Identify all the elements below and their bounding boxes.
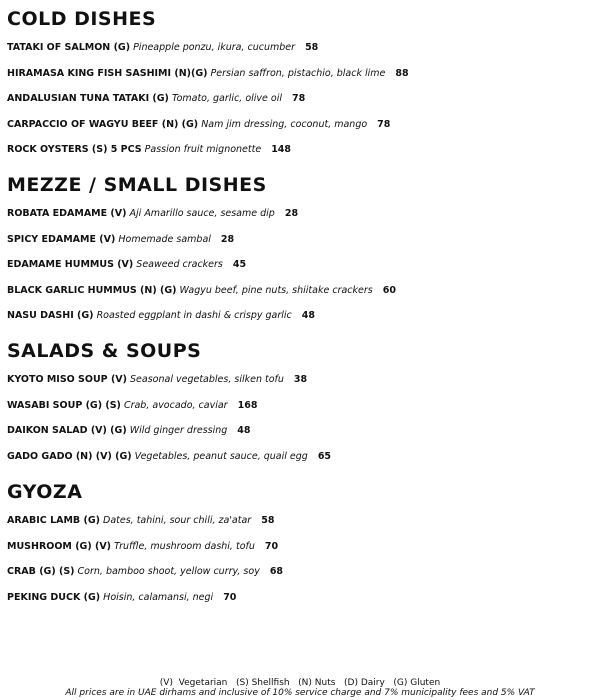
item-name: SPICY EDAMAME (V): [7, 233, 116, 245]
item-description: Seasonal vegetables, silken tofu: [130, 374, 284, 385]
item-price: 70: [264, 540, 279, 552]
menu-section: [7, 7, 409, 163]
menu-section: [7, 339, 331, 469]
item-description: Wild ginger dressing: [129, 425, 228, 436]
item-price: 68: [269, 566, 284, 577]
item-description: Persian saffron, pistachio, black lime: [210, 67, 386, 79]
item-name: CRAB (G) (S): [7, 566, 75, 577]
item-price: 48: [237, 425, 251, 436]
menu-section: [7, 480, 283, 610]
menu-item: [7, 303, 396, 329]
item-price: 28: [284, 208, 299, 219]
item-name: EDAMAME HUMMUS (V): [7, 259, 134, 270]
item-description: Vegetables, peanut sauce, quail egg: [134, 450, 308, 462]
item-description: Dates, tahini, sour chili, za'atar: [103, 515, 252, 526]
section-title: GYOZA: [7, 481, 83, 503]
item-name: MUSHROOM (G) (V): [7, 540, 112, 552]
item-name: ARABIC LAMB (G): [7, 515, 100, 526]
menu-item: [7, 112, 409, 138]
menu-item: [7, 367, 331, 393]
item-name: HIRAMASA KING FISH SASHIMI (N)(G): [7, 67, 208, 79]
item-description: Tomato, garlic, olive oil: [171, 93, 282, 104]
item-description: Aji Amarillo sauce, sesame dip: [129, 208, 275, 219]
menu-item: [7, 508, 283, 534]
item-name: DAIKON SALAD (V) (G): [7, 425, 127, 436]
item-name: PEKING DUCK (G): [7, 591, 101, 603]
item-name: ANDALUSIAN TUNA TATAKI (G): [7, 93, 169, 104]
menu-item: [7, 559, 283, 585]
item-price: 78: [292, 93, 306, 104]
item-description: Truffle, mushroom dashi, tofu: [114, 540, 255, 552]
menu-item: [7, 418, 331, 444]
menu-item: [7, 393, 331, 419]
item-description: Nam jim dressing, coconut, mango: [201, 118, 368, 130]
menu-item: [7, 35, 409, 61]
section-title: MEZZE / SMALL DISHES: [7, 174, 267, 196]
allergen-legend: (V) Vegetarian (S) Shellfish (N) Nuts (D) Dairy (G) Gluten: [159, 678, 441, 688]
item-description: Seaweed crackers: [136, 259, 223, 270]
menu-item: [7, 585, 283, 611]
item-price: 45: [232, 259, 247, 270]
item-description: Passion fruit mignonette: [144, 144, 262, 155]
menu-item: [7, 227, 396, 253]
item-price: 78: [377, 118, 391, 130]
item-name: NASU DASHI (G): [7, 310, 94, 321]
section-title: SALADS & SOUPS: [7, 340, 202, 362]
item-name: WASABI SOUP (G) (S): [7, 399, 121, 411]
item-description: Homemade sambal: [118, 233, 211, 245]
item-price: 38: [293, 374, 308, 385]
item-name: KYOTO MISO SOUP (V): [7, 374, 127, 385]
item-name: BLACK GARLIC HUMMUS (N) (G): [7, 284, 177, 296]
menu-item: [7, 252, 396, 278]
menu-item: [7, 278, 396, 304]
item-name: CARPACCIO OF WAGYU BEEF (N) (G): [7, 118, 199, 130]
item-price: 28: [220, 233, 235, 245]
item-price: 58: [305, 42, 319, 53]
menu-item: [7, 61, 409, 87]
item-name: ROBATA EDAMAME (V): [7, 208, 127, 219]
item-price: 48: [301, 310, 316, 321]
item-price: 168: [237, 399, 258, 411]
item-price: 65: [317, 450, 332, 462]
item-name: GADO GADO (N) (V) (G): [7, 450, 132, 462]
item-price: 58: [261, 515, 275, 526]
item-description: Hoisin, calamansi, negi: [103, 591, 214, 603]
menu-item: [7, 201, 396, 227]
item-description: Crab, avocado, caviar: [123, 399, 228, 411]
menu-item: [7, 444, 331, 470]
section-title: COLD DISHES: [7, 8, 157, 30]
item-name: TATAKI OF SALMON (G): [7, 42, 131, 53]
menu-item: [7, 534, 283, 560]
menu-item: [7, 86, 409, 112]
price-note: All prices are in UAE dirhams and inclusive of 10% service charge and 7% municipality fees and 5% VAT: [65, 688, 535, 698]
item-name: ROCK OYSTERS (S) 5 PCS: [7, 144, 142, 155]
item-description: Pineapple ponzu, ikura, cucumber: [133, 42, 296, 53]
item-description: Corn, bamboo shoot, yellow curry, soy: [77, 566, 260, 577]
item-description: Wagyu beef, pine nuts, shiitake crackers: [179, 284, 373, 296]
item-description: Roasted eggplant in dashi & crispy garlic: [96, 310, 292, 321]
menu-item: [7, 137, 409, 163]
item-price: 70: [223, 591, 237, 603]
item-price: 148: [271, 144, 292, 155]
item-price: 88: [395, 67, 409, 79]
item-price: 60: [382, 284, 396, 296]
menu-section: [7, 173, 396, 329]
